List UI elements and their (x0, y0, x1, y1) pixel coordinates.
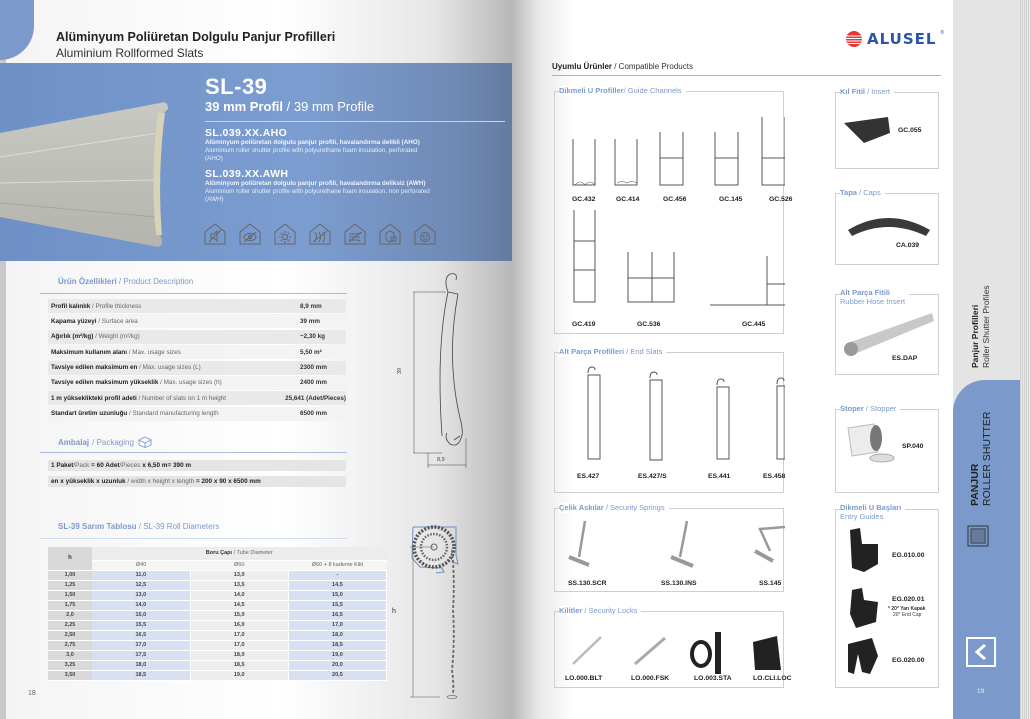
caps-box (835, 188, 939, 265)
section-title-tr: PANJUR (969, 463, 981, 506)
springs-en: / Security Springs (603, 503, 665, 512)
variant-code: SL.039.XX.AWH (205, 168, 289, 180)
catalog-subtitle: Aluminium Rollformed Slats (56, 46, 204, 60)
end-cap-note (888, 606, 926, 618)
spec-label-tr: Tavsiye edilen maksimum yükseklik (51, 379, 159, 387)
diameter-cell: 18,0 (92, 660, 190, 670)
spec-label-en: / Number of slats on 1 m height (136, 394, 226, 402)
band-divider (205, 121, 505, 122)
entry-guides-en: Entry Guides (840, 512, 884, 521)
height-cell: 3,50 (48, 670, 92, 680)
packaging-divider (40, 452, 347, 453)
end-slats-tr: Alt Parça Profilleri (559, 347, 625, 356)
product-code: GC.055 (898, 127, 922, 134)
height-cell: 3,25 (48, 660, 92, 670)
spec-row (48, 299, 346, 313)
profile-cross-section-drawing (398, 268, 472, 472)
diameter-cell: 19,0 (288, 650, 386, 660)
spec-label-tr: Tavsiye edilen maksimum en (51, 364, 138, 372)
roller-shutter-icon (967, 525, 989, 547)
specs-title-tr: Ürün Özellikleri (58, 277, 117, 286)
sun-protection-icon (273, 222, 297, 246)
end-cap-note-en: 20° End Cap (893, 612, 922, 618)
product-code: LO.000.FSK (631, 675, 670, 682)
brand-name: ALUSEL (867, 30, 937, 48)
product-code: ES.441 (708, 473, 731, 480)
diameter-cell: 20,5 (288, 670, 386, 680)
tube-column-header: Ø60 + 8 kademe Kilit (288, 560, 386, 570)
diameter-cell: 18,5 (288, 640, 386, 650)
slat-image (0, 85, 175, 250)
sound-insulation-icon (203, 222, 227, 246)
product-code: ES.458 (763, 473, 786, 480)
spec-value: 39 mm (300, 317, 320, 325)
guide-channel-drawings (555, 92, 785, 335)
spec-value: 5,50 m² (300, 348, 322, 356)
diameter-cell: 15,0 (288, 590, 386, 600)
height-cell: 1,00 (48, 570, 92, 580)
diameter-cell: 13,5 (190, 580, 288, 590)
specs-table (48, 299, 346, 422)
diameter-cell: 12,5 (92, 580, 190, 590)
diameter-cell: 14,5 (288, 580, 386, 590)
spec-label (48, 349, 300, 356)
product-code: SP.040 (902, 443, 924, 450)
brand-globe-icon (845, 30, 863, 48)
roll-divider (40, 538, 347, 539)
dims-en: / width x height x length (125, 478, 196, 485)
spec-value: 2400 mm (300, 379, 327, 387)
entry-guides-tr: Dikmeli U Başları (840, 503, 902, 512)
roll-title-en: / SL-39 Roll Diameters (136, 522, 220, 531)
security-locks-box (554, 606, 792, 688)
dims-value: = 200 x 90 x 6500 mm (195, 478, 261, 485)
spec-value: 2300 mm (300, 364, 327, 372)
spec-value: 25,641 (Adet/Pieces) (285, 394, 346, 402)
box-icon (137, 436, 153, 448)
stopper-image (844, 422, 900, 470)
specs-divider (40, 293, 347, 294)
rubber-en: Rubber Hose Insert (840, 297, 906, 306)
profile-size-tr: 39 mm Profil (205, 99, 284, 114)
table-row (48, 580, 387, 590)
pieces-en: /Pieces (119, 462, 141, 469)
spec-label (48, 379, 300, 386)
product-code: ES.427/S (638, 473, 667, 480)
specs-title-en: / Product Description (116, 277, 194, 286)
security-icon (378, 222, 402, 246)
diameter-cell: 16,5 (92, 630, 190, 640)
tube-column-header: Ø40 (92, 560, 190, 570)
caps-en: / Caps (856, 188, 881, 197)
rubber-hose-image (842, 309, 934, 359)
diameter-cell: 13,0 (92, 590, 190, 600)
heat-insulation-icon (308, 222, 332, 246)
packaging-lines (48, 460, 346, 492)
diameter-cell: 15,5 (288, 600, 386, 610)
product-code: GC.445 (742, 321, 766, 328)
pack-count: 1 Paket (51, 462, 74, 469)
rubber-tr: Alt Parça Fitili (840, 288, 891, 297)
corner-tab (0, 0, 34, 60)
diameter-cell: 15,5 (92, 620, 190, 630)
diameter-cell: 14,5 (190, 600, 288, 610)
packaging-line-pack (48, 460, 346, 471)
caps-label (840, 188, 885, 198)
spec-row (48, 314, 346, 328)
table-row (48, 590, 387, 600)
insert-box (835, 87, 939, 169)
diameter-cell: - (288, 570, 386, 580)
table-row (48, 640, 387, 650)
end-slats-box (554, 347, 786, 493)
compatible-title (552, 62, 693, 71)
product-code: GC.432 (572, 196, 596, 203)
height-cell: 1,50 (48, 590, 92, 600)
product-code: GC.526 (769, 196, 793, 203)
diameter-cell: 15,0 (92, 610, 190, 620)
category-title-tr: Panjur Profilleri (970, 304, 980, 368)
product-code: SS.145 (759, 580, 782, 587)
spec-row (48, 330, 346, 344)
spec-label (48, 303, 300, 310)
roll-diameter-table (48, 547, 387, 681)
entry-guides-box (835, 503, 939, 688)
comfort-icon (413, 222, 437, 246)
wind-protection-icon (343, 222, 367, 246)
product-code: ES.427 (577, 473, 600, 480)
diameter-cell: 14,0 (92, 600, 190, 610)
spec-label-tr: Maksimum kullanım alanı (51, 348, 127, 356)
diameter-cell: 17,0 (190, 630, 288, 640)
guide-channels-box (554, 86, 793, 334)
feature-icons (203, 222, 437, 246)
diameter-cell: 20,0 (288, 660, 386, 670)
locks-tr: Kilitler (559, 606, 583, 615)
packaging-title (58, 436, 153, 448)
category-title-en: Roller Shutter Profiles (981, 285, 991, 368)
brand-registered: ® (940, 30, 945, 36)
pack-length: x 6,50 m= 390 m (140, 462, 192, 469)
tube-diameter-tr: Boru Çapı (205, 550, 233, 557)
spec-label-tr: Profil kalınlık (51, 302, 91, 310)
product-code: EG.020.00 (892, 657, 925, 664)
spec-label-en: / Max. usage sizes (h) (158, 379, 222, 387)
tube-diameter-en: / Tube Diameter (232, 550, 273, 557)
spec-label-tr: 1 m yükseklikteki profil adeti (51, 394, 137, 402)
spec-label-tr: Standart üretim uzunluğu (51, 410, 128, 418)
insert-en: / Insert (865, 87, 891, 96)
end-slats-en: / End Slats (624, 347, 663, 356)
cap-image (846, 208, 932, 238)
product-code: SS.130.INS (661, 580, 697, 587)
spec-label-tr: Ağırlık (m²/kg) (51, 333, 94, 341)
product-code: EG.020.01 (892, 596, 925, 603)
spec-label-en: / Max. usage sizes (L) (137, 364, 201, 372)
tube-diameter-header (92, 547, 387, 560)
table-row (48, 650, 387, 660)
spec-label-tr: Kapama yüzeyi (51, 317, 97, 325)
stopper-label (840, 404, 900, 414)
profile-size (205, 99, 374, 114)
tube-column-header: Ø60 (190, 560, 288, 570)
diameter-cell: 13,0 (190, 570, 288, 580)
security-springs-box (554, 503, 784, 592)
product-code: CA.039 (896, 242, 920, 249)
entry-guide-images (844, 524, 884, 684)
spec-value: 6500 mm (300, 410, 327, 418)
diameter-cell: 18,5 (190, 660, 288, 670)
page-stack-edge (1020, 0, 1031, 719)
rubber-hose-box (835, 288, 939, 375)
springs-tr: Çelik Askılar (559, 503, 604, 512)
diameter-cell: 16,0 (190, 620, 288, 630)
table-row (48, 620, 387, 630)
insert-label (840, 87, 894, 97)
brush-insert-image (844, 115, 892, 143)
table-row (48, 630, 387, 640)
table-row (48, 660, 387, 670)
product-code: GC.536 (637, 321, 661, 328)
back-button[interactable] (966, 637, 996, 667)
stopper-tr: Stoper (840, 404, 864, 413)
packaging-title-tr: Ambalaj (58, 437, 90, 447)
product-code: GC.145 (719, 196, 743, 203)
variant-desc-en: Aluminium roller shutter profile with polyurethane foam insulation, perforated (AHO) (205, 147, 418, 162)
diameter-cell: 19,0 (190, 670, 288, 680)
stopper-en: / Stopper (863, 404, 897, 413)
spec-row (48, 391, 346, 405)
height-cell: 2,25 (48, 620, 92, 630)
diameter-cell: 18,0 (288, 630, 386, 640)
entry-guides-label (840, 503, 905, 521)
stopper-box (835, 404, 939, 493)
product-code: ES.DAP (892, 355, 918, 362)
spec-label (48, 410, 300, 417)
compatible-divider (552, 75, 941, 76)
diameter-cell: 17,0 (190, 640, 288, 650)
diameter-cell: 18,0 (190, 650, 288, 660)
diameter-cell: 18,5 (92, 670, 190, 680)
table-row (48, 610, 387, 620)
insert-tr: Kıl Fitil (840, 87, 865, 96)
diameter-cell: 15,0 (190, 610, 288, 620)
profile-size-en: 39 mm Profile (293, 99, 375, 114)
height-dimension: 39 (397, 367, 404, 375)
product-code: GC.419 (572, 321, 596, 328)
chevron-left-icon (973, 643, 989, 661)
section-tab-panel[interactable] (953, 380, 1020, 719)
height-cell: 1,75 (48, 600, 92, 610)
diameter-cell: 11,0 (92, 570, 190, 580)
product-code: LO.000.BLT (565, 675, 603, 682)
spec-label-en: / Weight (m²/kg) (93, 333, 140, 341)
packaging-line-dimensions (48, 476, 346, 487)
product-code: EG.010.00 (892, 552, 925, 559)
table-row (48, 670, 387, 680)
packaging-title-en: / Packaging (92, 437, 134, 447)
spec-label (48, 318, 300, 325)
caps-tr: Tapa (840, 188, 857, 197)
page-number-left: 18 (28, 690, 36, 697)
variant-code: SL.039.XX.AHO (205, 127, 288, 139)
product-code: SL-39 (205, 74, 268, 99)
dims-tr: en x yükseklik x uzunluk (51, 478, 126, 485)
spec-value: 8,9 mm (300, 302, 322, 310)
spec-row (48, 361, 346, 375)
catalog-title: Alüminyum Poliüretan Dolgulu Panjur Profilleri (56, 30, 336, 44)
width-dimension: 8,9 (437, 457, 445, 463)
roll-height-label: h (392, 608, 396, 615)
variant-desc-tr: Alüminyum poliüretan dolgulu panjur profili, havalandırma deliksiz (AWH) (205, 180, 426, 187)
compatible-title-tr: Uyumlu Ürünler (552, 62, 613, 71)
spec-label (48, 333, 300, 340)
roll-title-tr: SL-39 Sarım Tablosu (58, 522, 137, 531)
spec-row (48, 376, 346, 390)
diameter-cell: 16,5 (288, 610, 386, 620)
spec-label-en: / Max. usage sizes (126, 348, 181, 356)
variant-aho (205, 127, 495, 163)
product-code: LO.003.STA (694, 675, 732, 682)
h-column-header: h (48, 547, 92, 570)
spec-label (48, 364, 300, 371)
rubber-hose-label (840, 288, 909, 306)
diameter-cell: 14,0 (190, 590, 288, 600)
height-cell: 2,50 (48, 630, 92, 640)
spec-row (48, 407, 346, 421)
guide-channels-tr: Dikmeli U Profiller (559, 86, 624, 95)
pieces-count: = 60 Adet (89, 462, 120, 469)
variant-awh (205, 168, 495, 204)
spec-label-en: / Standard manufacturing length (127, 410, 219, 418)
right-page (512, 0, 1031, 719)
product-code: LO.CLI.LOC (753, 675, 792, 682)
height-cell: 2,75 (48, 640, 92, 650)
spec-label-en: / Profile thickness (90, 302, 142, 310)
profile-sep: / (283, 99, 294, 114)
product-code: GC.456 (663, 196, 687, 203)
roll-drawing (400, 520, 475, 705)
product-code: GC.414 (616, 196, 640, 203)
spec-label (48, 395, 285, 402)
end-cap-note-tr: * 20° Yan Kapak (888, 606, 926, 612)
brand-logo (845, 30, 944, 48)
left-page (0, 0, 512, 719)
guide-channels-en: / Guide Channels (623, 86, 682, 95)
product-code: SS.130.SCR (568, 580, 607, 587)
page-number-right: 19 (977, 688, 985, 695)
height-cell: 2,0 (48, 610, 92, 620)
spec-value: ~2,30 kg (300, 333, 326, 341)
diameter-cell: 17,5 (92, 650, 190, 660)
pack-en: /Pack (73, 462, 90, 469)
table-row (48, 570, 387, 580)
height-cell: 1,25 (48, 580, 92, 590)
height-cell: 3,0 (48, 650, 92, 660)
diameter-cell: 17,0 (288, 620, 386, 630)
section-title-en: ROLLER SHUTTER (981, 411, 993, 506)
spec-label-en: / Surface area (96, 317, 138, 325)
locks-en: / Security Locks (582, 606, 638, 615)
compatible-title-en: / Compatible Products (612, 62, 693, 71)
specs-title (58, 277, 193, 286)
spec-row (48, 345, 346, 359)
table-row (48, 600, 387, 610)
variant-desc-en: Aluminium roller shutter profile with polyurethane foam insulation, non perforated (AWH) (205, 188, 430, 203)
privacy-icon (238, 222, 262, 246)
variant-desc-tr: Alüminyum poliüretan dolgulu panjur profili, havalandırma delikli (AHO) (205, 139, 420, 146)
section-side-tab (953, 0, 1031, 719)
diameter-cell: 17,0 (92, 640, 190, 650)
roll-title (58, 522, 219, 531)
